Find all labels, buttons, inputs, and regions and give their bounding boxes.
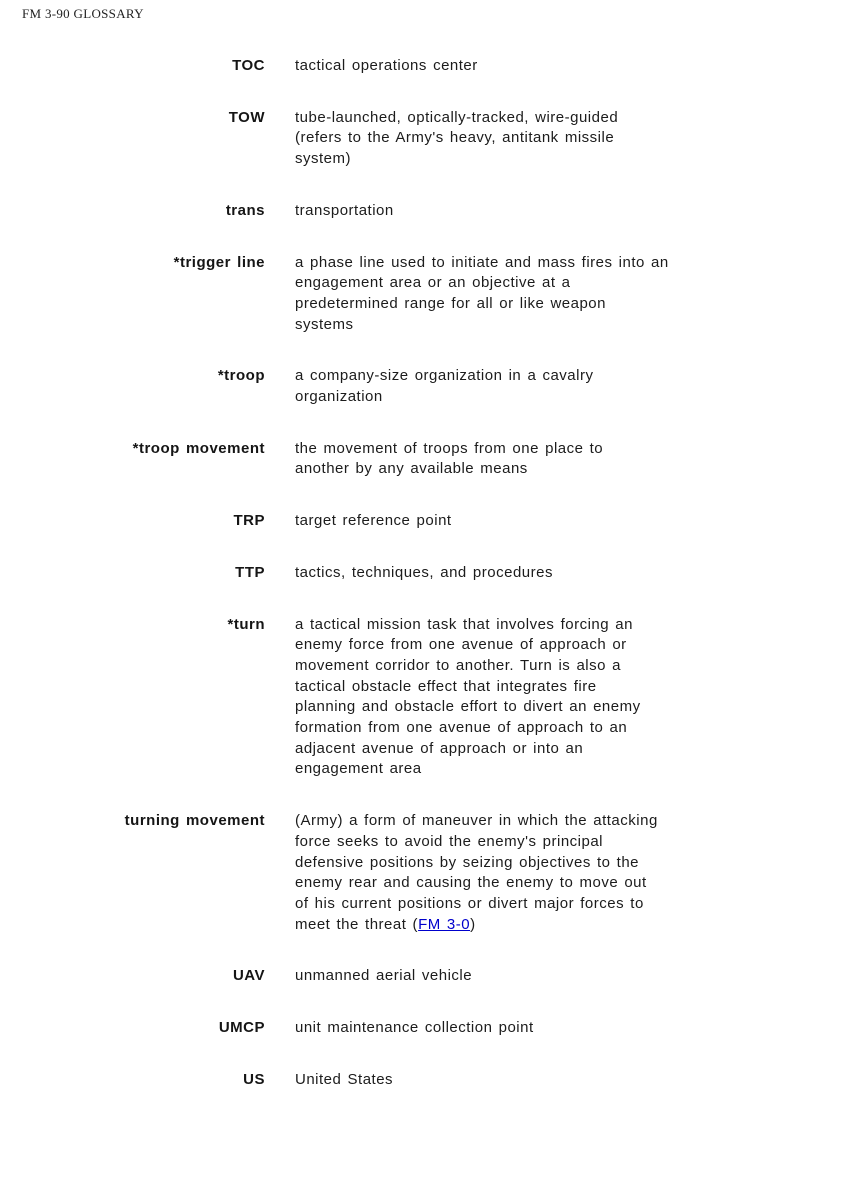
glossary-definition: tactics, techniques, and procedures xyxy=(295,563,553,581)
glossary-term: trans xyxy=(225,201,265,219)
glossary-entry xyxy=(0,511,846,532)
glossary-entry xyxy=(0,966,846,987)
fm-3-0-link[interactable]: FM 3-0 xyxy=(418,915,471,933)
glossary-definition: United States xyxy=(295,1070,394,1088)
glossary-entry xyxy=(0,439,846,480)
glossary-entry xyxy=(0,1018,846,1039)
glossary-term: *troop movement xyxy=(132,439,265,457)
glossary-definition: target reference point xyxy=(295,512,452,530)
page-header: FM 3-90 GLOSSARY xyxy=(22,6,144,21)
glossary-entries xyxy=(0,56,846,1091)
glossary-term: turning movement xyxy=(124,812,265,830)
glossary-term: TOC xyxy=(232,57,265,74)
glossary-term: *trigger line xyxy=(173,253,265,271)
glossary-term: TOW xyxy=(228,108,265,126)
glossary-definition: unmanned aerial vehicle xyxy=(295,967,473,985)
glossary-entry xyxy=(0,108,846,170)
glossary-definition: transportation xyxy=(295,201,394,219)
glossary-term: TTP xyxy=(235,563,265,581)
glossary-definition: a tactical mission task that involves forcing an enemy force from one avenue of approach or movement corridor to another. Turn is also a tactical obstacle effect that integrates fire planning and obstacle effort to divert an enemy formation from one avenue of approach to an adjacent avenue of approach or into an engagement area xyxy=(295,615,641,778)
glossary-entry xyxy=(0,1070,846,1091)
glossary-entry xyxy=(0,563,846,584)
glossary-definition: a phase line used to initiate and mass fires into an engagement area or an objective at a predetermined range for all or like weapon systems xyxy=(295,253,669,333)
glossary-term: *turn xyxy=(227,615,265,633)
glossary-definition: tube-launched, optically-tracked, wire-guided (refers to the Army's heavy, antitank missile system) xyxy=(295,108,619,168)
glossary-definition: (Army) a form of maneuver in which the attacking force seeks to avoid the enemy's principal defensive positions by seizing objectives to the enemy rear and causing the enemy to move out of his current positions or divert major forces to meet the threat (FM 3-0) xyxy=(295,812,658,933)
glossary-definition: tactical operations center xyxy=(295,57,478,74)
glossary-term: US xyxy=(243,1070,265,1088)
glossary-definition: unit maintenance collection point xyxy=(295,1019,534,1037)
glossary-entry xyxy=(0,253,846,336)
glossary-definition: the movement of troops from one place to another by any available means xyxy=(295,439,604,478)
glossary-entry xyxy=(0,56,846,77)
glossary-definition: a company-size organization in a cavalry organization xyxy=(295,367,594,406)
glossary-term: UAV xyxy=(232,967,265,985)
glossary-term: *troop xyxy=(217,367,265,385)
glossary-entry xyxy=(0,615,846,781)
glossary-entry xyxy=(0,366,846,407)
glossary-entry xyxy=(0,201,846,222)
glossary-term: TRP xyxy=(233,512,265,530)
glossary-term: UMCP xyxy=(218,1019,265,1037)
glossary-entry xyxy=(0,811,846,935)
